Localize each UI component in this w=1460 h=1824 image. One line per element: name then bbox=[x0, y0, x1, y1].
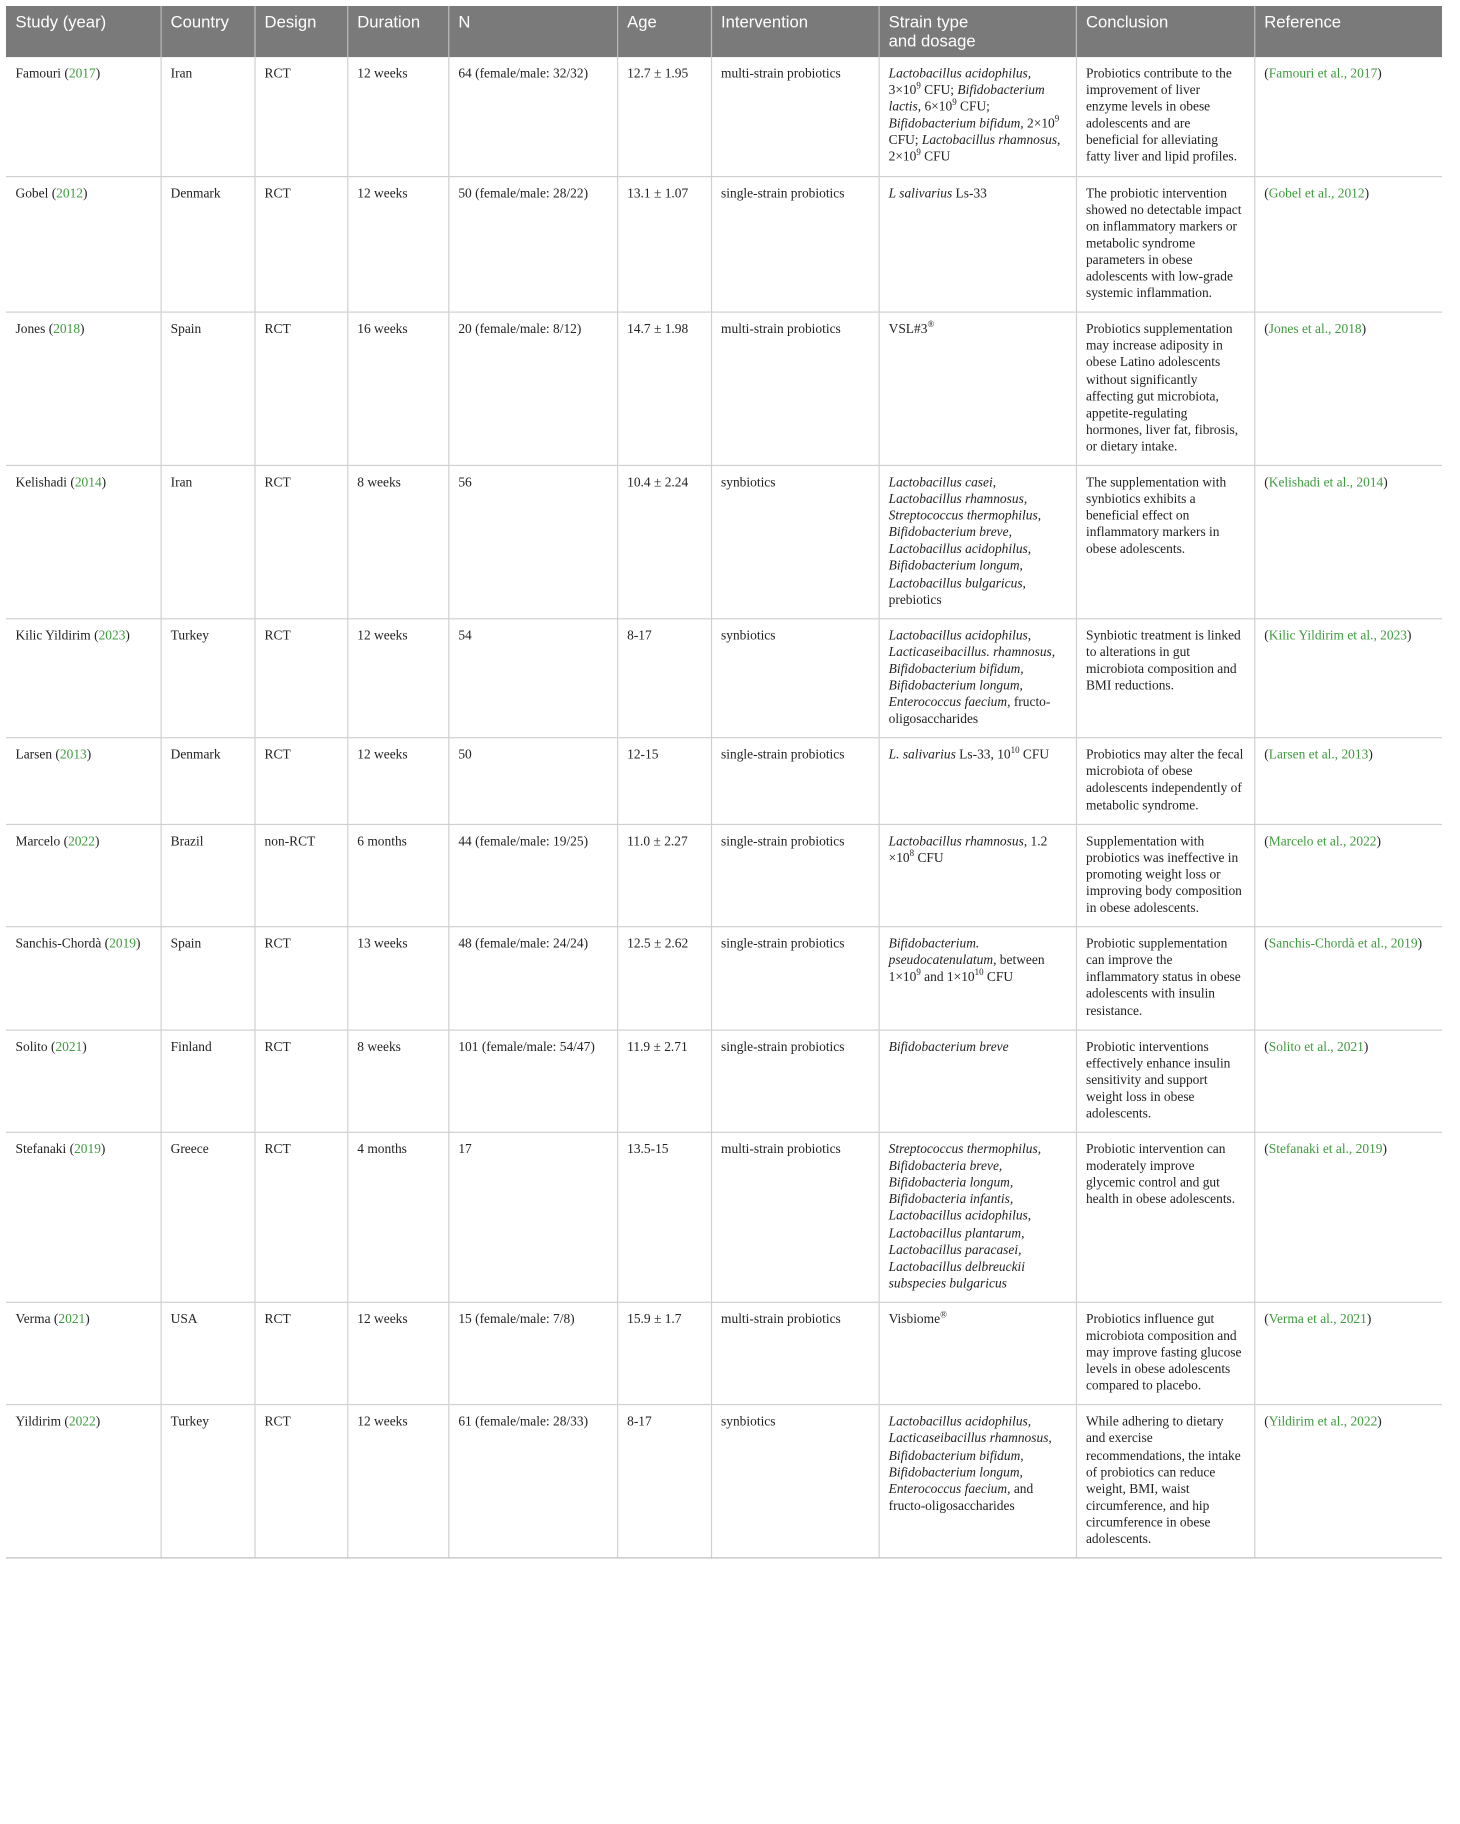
strain-names: Streptococcus thermophilus, Bifidobacteria breve, Bifidobacteria longum, Bifidobacteria infantis, Lactobacillus acidophilus, Lactobacillus plantarum, Lactobacillus paracasei, Lactobacillus delbreuckii subspecies bulgaricus bbox=[888, 1142, 1042, 1291]
strain-dose bbox=[924, 96, 990, 115]
reference-cell: (Yildirim et al., 2022) bbox=[1254, 1405, 1442, 1558]
reference-link[interactable]: Larsen et al., 2013 bbox=[1268, 748, 1369, 763]
age-cell: 12.5 ± 2.62 bbox=[617, 927, 711, 1030]
reference-cell: (Marcelo et al., 2022) bbox=[1254, 824, 1442, 927]
study-year-link[interactable]: 2018 bbox=[53, 322, 81, 337]
strain-cell: Lactobacillus acidophilus, $3\times 10^9$ CFU; Bifidobacterium lactis, $6\times 10^9$ CFU; Bifidobacterium bifidum, $2\times 10^9$ CFU; Lactobacillus rhamnosus, $2\times 10^9$ CFU bbox=[879, 57, 1076, 176]
intervention-cell: synbiotics bbox=[711, 618, 879, 738]
country-cell: Denmark bbox=[161, 738, 255, 824]
header-row bbox=[6, 6, 1442, 57]
strain-rest: Ls-33 bbox=[952, 186, 987, 201]
dose-unit: CFU bbox=[1019, 748, 1050, 763]
reference-link[interactable]: Jones et al., 2018 bbox=[1268, 322, 1362, 337]
n-cell: 17 bbox=[448, 1132, 617, 1302]
header-strain-line2: and dosage bbox=[888, 30, 976, 50]
study-year-link[interactable]: 2021 bbox=[58, 1312, 86, 1327]
strain-cell bbox=[879, 927, 1076, 1030]
country-cell: Turkey bbox=[161, 1405, 255, 1558]
reference-cell: (Famouri et al., 2017) bbox=[1254, 57, 1442, 176]
strain-cell bbox=[879, 1132, 1076, 1302]
n-cell: 64 (female/male: 32/32) bbox=[448, 57, 617, 176]
age-cell: 8-17 bbox=[617, 618, 711, 738]
study-year-link[interactable]: 2017 bbox=[68, 66, 96, 81]
study-author: Marcelo bbox=[15, 834, 61, 849]
strain-names: Bifidobacterium breve bbox=[888, 1039, 1009, 1054]
table-container bbox=[6, 6, 1442, 1820]
study-cell: Gobel (2012) bbox=[6, 176, 161, 312]
study-cell: Verma (2021) bbox=[6, 1302, 161, 1405]
registered-mark: ® bbox=[940, 1309, 947, 1320]
intervention-cell: single-strain probiotics bbox=[711, 927, 879, 1030]
header-design: Design bbox=[254, 6, 347, 57]
reference-cell: (Stefanaki et al., 2019) bbox=[1254, 1132, 1442, 1302]
n-cell: 61 (female/male: 28/33) bbox=[448, 1405, 617, 1558]
dose-base: 6×10 bbox=[924, 100, 953, 115]
dose-base: 3×10 bbox=[888, 83, 917, 98]
n-cell: 20 (female/male: 8/12) bbox=[448, 312, 617, 465]
age-cell: 13.5-15 bbox=[617, 1132, 711, 1302]
strain-product: VSL#3 bbox=[888, 322, 928, 337]
design-cell: RCT bbox=[254, 618, 347, 738]
conclusion-cell: Supplementation with probiotics was ineffective in promoting weight loss or improving body composition in obese adolescents. bbox=[1076, 824, 1254, 927]
study-cell: Marcelo (2022) bbox=[6, 824, 161, 927]
study-author: Yildirim bbox=[15, 1415, 62, 1430]
duration-cell: 6 months bbox=[347, 824, 448, 927]
design-cell: RCT bbox=[254, 465, 347, 618]
header-age: Age bbox=[617, 6, 711, 57]
strain-cell bbox=[879, 738, 1076, 824]
strain-names: Lactobacillus acidophilus, Lacticaseibacillus rhamnosus, Bifidobacterium bifidum, Bifidobacterium longum, Enterococcus faecium, bbox=[888, 1415, 1052, 1497]
studies-table bbox=[6, 6, 1442, 1559]
intervention-cell: synbiotics bbox=[711, 465, 879, 618]
study-author: Famouri bbox=[15, 66, 62, 81]
strain-names: Lactobacillus casei, Lactobacillus rhamnosus, Streptococcus thermophilus, Bifidobacterium breve, Lactobacillus acidophilus, Bifidobacterium longum, Lactobacillus bulgaricus, bbox=[888, 475, 1042, 591]
header-n: N bbox=[448, 6, 617, 57]
study-author: Solito bbox=[15, 1039, 48, 1054]
strain-name: L. salivarius bbox=[888, 748, 956, 763]
design-cell: RCT bbox=[254, 1302, 347, 1405]
strain-name: Bifidobacterium bifidum bbox=[888, 116, 1021, 132]
n-cell: 101 (female/male: 54/47) bbox=[448, 1030, 617, 1133]
n-cell: 15 (female/male: 7/8) bbox=[448, 1302, 617, 1405]
duration-cell: 8 weeks bbox=[347, 465, 448, 618]
study-year-link[interactable]: 2019 bbox=[74, 1142, 101, 1157]
strain-rest: prebiotics bbox=[888, 592, 942, 608]
study-author: Stefanaki bbox=[15, 1142, 67, 1157]
study-author: Gobel bbox=[15, 186, 49, 201]
duration-cell: 12 weeks bbox=[347, 1302, 448, 1405]
intervention-cell: single-strain probiotics bbox=[711, 824, 879, 927]
study-cell: Stefanaki (2019) bbox=[6, 1132, 161, 1302]
dose-exponent: 9 bbox=[916, 967, 921, 978]
conclusion-cell: Probiotics may alter the fecal microbiota of obese adolescents independently of metabolic syndrome. bbox=[1076, 738, 1254, 824]
study-cell: Kelishadi (2014) bbox=[6, 465, 161, 618]
study-year-link[interactable]: 2012 bbox=[56, 186, 84, 201]
strain-rest: fructo-oligosaccharides bbox=[888, 695, 1051, 727]
age-cell: 8-17 bbox=[617, 1405, 711, 1558]
table-row bbox=[6, 1405, 1442, 1558]
strain-dose bbox=[888, 80, 958, 98]
study-author: Kilic Yildirim bbox=[15, 628, 91, 643]
age-cell: 15.9 ± 1.7 bbox=[617, 1302, 711, 1405]
conclusion-cell: Probiotics supplementation may increase adiposity in obese Latino adolescents without significantly affecting gut microbiota, appetite-regulating hormones, liver fat, fibrosis, or dietary intake. bbox=[1076, 312, 1254, 465]
conclusion-cell: Probiotic intervention can moderately improve glycemic control and gut health in obese adolescents. bbox=[1076, 1132, 1254, 1302]
dose-exponent: 9 bbox=[916, 147, 921, 158]
reference-cell: (Kelishadi et al., 2014) bbox=[1254, 465, 1442, 618]
strain-rest: , 1.2 ×10 bbox=[888, 834, 1048, 866]
study-year-link[interactable]: 2013 bbox=[59, 748, 87, 763]
study-author: Larsen bbox=[15, 748, 53, 763]
intervention-cell: single-strain probiotics bbox=[711, 1030, 879, 1133]
dose-exponent: 9 bbox=[916, 80, 921, 91]
age-cell: 10.4 ± 2.24 bbox=[617, 465, 711, 618]
strain-cell bbox=[879, 176, 1076, 312]
country-cell: Spain bbox=[161, 927, 255, 1030]
table-row bbox=[6, 1030, 1442, 1133]
reference-link[interactable]: Famouri et al., 2017 bbox=[1268, 66, 1378, 81]
reference-link[interactable]: Sanchis-Chordà et al., 2019 bbox=[1268, 936, 1418, 952]
conclusion-cell: Probiotic supplementation can improve the inflammatory status in obese adolescents with insulin resistance. bbox=[1076, 927, 1254, 1030]
conclusion-cell: Probiotics influence gut microbiota composition and may improve fasting glucose levels in obese adolescents compared to placebo. bbox=[1076, 1302, 1254, 1405]
table-row bbox=[6, 738, 1442, 824]
strain-name: Lactobacillus acidophilus bbox=[888, 66, 1028, 81]
header-strain bbox=[879, 6, 1076, 57]
reference-link[interactable]: Solito et al., 2021 bbox=[1268, 1039, 1364, 1054]
header-reference: Reference bbox=[1254, 6, 1442, 57]
table-row bbox=[6, 1132, 1442, 1302]
study-cell: Kilic Yildirim (2023) bbox=[6, 618, 161, 738]
header-conclusion: Conclusion bbox=[1076, 6, 1254, 57]
strain-cell bbox=[879, 465, 1076, 618]
study-year-link[interactable]: 2022 bbox=[68, 1415, 96, 1430]
dose-base: 2×10 bbox=[888, 150, 917, 165]
duration-cell: 4 months bbox=[347, 1132, 448, 1302]
reference-cell: (Verma et al., 2021) bbox=[1254, 1302, 1442, 1405]
n-cell: 50 (female/male: 28/22) bbox=[448, 176, 617, 312]
age-cell: 14.7 ± 1.98 bbox=[617, 312, 711, 465]
country-cell: Greece bbox=[161, 1132, 255, 1302]
dose-unit: CFU bbox=[983, 970, 1014, 985]
study-author: Sanchis-Chordà bbox=[15, 936, 102, 952]
dose-unit: CFU bbox=[914, 850, 944, 866]
study-cell: Solito (2021) bbox=[6, 1030, 161, 1133]
study-year-link[interactable]: 2022 bbox=[68, 834, 95, 849]
n-cell: 56 bbox=[448, 465, 617, 618]
age-cell: 12.7 ± 1.95 bbox=[617, 57, 711, 176]
strain-cell bbox=[879, 1302, 1076, 1405]
dose-exponent: 8 bbox=[909, 847, 915, 859]
strain-name: Bifidobacterium. pseudocatenulatum bbox=[888, 936, 994, 968]
reference-link[interactable]: Yildirim et al., 2022 bbox=[1268, 1415, 1378, 1430]
reference-link[interactable]: Stefanaki et al., 2019 bbox=[1268, 1142, 1383, 1157]
country-cell: Spain bbox=[161, 312, 255, 465]
strain-name: Bifidobacterium lactis bbox=[888, 83, 1045, 115]
country-cell: Denmark bbox=[161, 176, 255, 312]
strain-mid: and 1×10 bbox=[920, 970, 975, 985]
study-cell: Famouri (2017) bbox=[6, 57, 161, 176]
dose-unit: CFU bbox=[920, 150, 951, 165]
intervention-cell: multi-strain probiotics bbox=[711, 57, 879, 176]
conclusion-cell: The probiotic intervention showed no detectable impact on inflammatory markers or metabolic syndrome parameters in obese adolescents with low-grade systemic inflammation. bbox=[1076, 176, 1254, 312]
study-year-link[interactable]: 2014 bbox=[74, 475, 102, 490]
n-cell: 54 bbox=[448, 618, 617, 738]
table-row bbox=[6, 927, 1442, 1030]
reference-cell: (Solito et al., 2021) bbox=[1254, 1030, 1442, 1133]
study-author: Jones bbox=[15, 322, 46, 337]
table-row bbox=[6, 465, 1442, 618]
study-cell: Larsen (2013) bbox=[6, 738, 161, 824]
country-cell: Turkey bbox=[161, 618, 255, 738]
strain-name: Lactobacillus rhamnosus bbox=[888, 834, 1024, 849]
n-cell: 44 (female/male: 19/25) bbox=[448, 824, 617, 927]
age-cell: 13.1 ± 1.07 bbox=[617, 176, 711, 312]
strain-rest: Ls-33, 10 bbox=[955, 748, 1011, 763]
header-country: Country bbox=[161, 6, 255, 57]
conclusion-cell: Probiotics contribute to the improvement of liver enzyme levels in obese adolescents and are beneficial for alleviating fatty liver and lipid profiles. bbox=[1076, 57, 1254, 176]
strain-name: L salivarius bbox=[888, 186, 953, 201]
design-cell: RCT bbox=[254, 312, 347, 465]
reference-link[interactable]: Kelishadi et al., 2014 bbox=[1268, 475, 1384, 490]
design-cell: RCT bbox=[254, 57, 347, 176]
dose-unit: CFU; bbox=[956, 100, 990, 115]
intervention-cell: multi-strain probiotics bbox=[711, 1132, 879, 1302]
country-cell: Iran bbox=[161, 465, 255, 618]
reference-cell: (Jones et al., 2018) bbox=[1254, 312, 1442, 465]
duration-cell: 13 weeks bbox=[347, 927, 448, 1030]
header-strain-line1: Strain type bbox=[888, 11, 969, 31]
reference-link[interactable]: Verma et al., 2021 bbox=[1268, 1312, 1367, 1327]
design-cell: RCT bbox=[254, 927, 347, 1030]
strain-rest: , between 1×10 bbox=[888, 953, 1045, 985]
study-year-link[interactable]: 2019 bbox=[109, 936, 137, 952]
n-cell: 48 (female/male: 24/24) bbox=[448, 927, 617, 1030]
design-cell: RCT bbox=[254, 1132, 347, 1302]
strain-rest: and fructo-oligosaccharides bbox=[888, 1482, 1034, 1514]
strain-cell bbox=[879, 618, 1076, 738]
strain-cell bbox=[879, 1030, 1076, 1133]
duration-cell: 12 weeks bbox=[347, 1405, 448, 1558]
country-cell: Finland bbox=[161, 1030, 255, 1133]
reference-link[interactable]: Marcelo et al., 2022 bbox=[1268, 834, 1377, 849]
design-cell: RCT bbox=[254, 1405, 347, 1558]
conclusion-cell: Synbiotic treatment is linked to alterations in gut microbiota composition and BMI reductions. bbox=[1076, 618, 1254, 738]
reference-link[interactable]: Kilic Yildirim et al., 2023 bbox=[1268, 628, 1408, 643]
study-author: Kelishadi bbox=[15, 475, 67, 490]
conclusion-cell: Probiotic interventions effectively enhance insulin sensitivity and support weight loss in obese adolescents. bbox=[1076, 1030, 1254, 1133]
country-cell: Iran bbox=[161, 57, 255, 176]
design-cell: RCT bbox=[254, 738, 347, 824]
reference-cell: (Gobel et al., 2012) bbox=[1254, 176, 1442, 312]
age-cell: 11.0 ± 2.27 bbox=[617, 824, 711, 927]
intervention-cell: single-strain probiotics bbox=[711, 176, 879, 312]
design-cell: non-RCT bbox=[254, 824, 347, 927]
table-row bbox=[6, 176, 1442, 312]
intervention-cell: synbiotics bbox=[711, 1405, 879, 1558]
intervention-cell: multi-strain probiotics bbox=[711, 312, 879, 465]
intervention-cell: multi-strain probiotics bbox=[711, 1302, 879, 1405]
study-cell: Jones (2018) bbox=[6, 312, 161, 465]
table-row bbox=[6, 618, 1442, 738]
dose-exponent: 9 bbox=[1054, 113, 1060, 125]
table-row bbox=[6, 312, 1442, 465]
dose-unit: CFU; bbox=[888, 133, 922, 148]
duration-cell: 12 weeks bbox=[347, 738, 448, 824]
age-cell: 11.9 ± 2.71 bbox=[617, 1030, 711, 1133]
strain-names: Lactobacillus acidophilus, Lacticaseibacillus. rhamnosus, Bifidobacterium bifidum, Bifidobacterium longum, Enterococcus faecium, bbox=[888, 628, 1056, 710]
header-study: Study (year) bbox=[6, 6, 161, 57]
conclusion-cell: While adhering to dietary and exercise recommendations, the intake of probiotics can reduce weight, BMI, waist circumference, and hip circumference in obese adolescents. bbox=[1076, 1405, 1254, 1558]
reference-link[interactable]: Gobel et al., 2012 bbox=[1268, 186, 1365, 201]
table-row bbox=[6, 1302, 1442, 1405]
n-cell: 50 bbox=[448, 738, 617, 824]
study-year-link[interactable]: 2023 bbox=[98, 628, 126, 643]
design-cell: RCT bbox=[254, 1030, 347, 1133]
reference-cell: (Sanchis-Chordà et al., 2019) bbox=[1254, 927, 1442, 1030]
strain-cell bbox=[879, 1405, 1076, 1558]
dose-unit: CFU; bbox=[920, 83, 958, 98]
duration-cell: 16 weeks bbox=[347, 312, 448, 465]
strain-cell bbox=[879, 824, 1076, 927]
duration-cell: 12 weeks bbox=[347, 57, 448, 176]
dose-base: 2×10 bbox=[1027, 116, 1055, 132]
reference-cell: (Kilic Yildirim et al., 2023) bbox=[1254, 618, 1442, 738]
intervention-cell: single-strain probiotics bbox=[711, 738, 879, 824]
table-row bbox=[6, 57, 1442, 176]
country-cell: Brazil bbox=[161, 824, 255, 927]
strain-name: Lactobacillus rhamnosus bbox=[921, 133, 1058, 148]
dose-exponent: 10 bbox=[974, 967, 984, 978]
header-duration: Duration bbox=[347, 6, 448, 57]
study-year-link[interactable]: 2021 bbox=[55, 1039, 83, 1054]
strain-product: Visbiome bbox=[888, 1312, 941, 1327]
table-row bbox=[6, 824, 1442, 927]
header-intervention: Intervention bbox=[711, 6, 879, 57]
conclusion-cell: The supplementation with synbiotics exhibits a beneficial effect on inflammatory markers in obese adolescents. bbox=[1076, 465, 1254, 618]
registered-mark: ® bbox=[927, 319, 935, 330]
study-author: Verma bbox=[15, 1312, 51, 1327]
country-cell: USA bbox=[161, 1302, 255, 1405]
strain-cell bbox=[879, 312, 1076, 465]
study-cell: Yildirim (2022) bbox=[6, 1405, 161, 1558]
duration-cell: 12 weeks bbox=[347, 618, 448, 738]
dose-exponent: 9 bbox=[952, 96, 957, 108]
duration-cell: 8 weeks bbox=[347, 1030, 448, 1133]
dose-exponent: 10 bbox=[1010, 744, 1020, 756]
reference-cell: (Larsen et al., 2013) bbox=[1254, 738, 1442, 824]
design-cell: RCT bbox=[254, 176, 347, 312]
strain-dose bbox=[888, 147, 951, 165]
duration-cell: 12 weeks bbox=[347, 176, 448, 312]
age-cell: 12-15 bbox=[617, 738, 711, 824]
study-cell: Sanchis-Chordà (2019) bbox=[6, 927, 161, 1030]
